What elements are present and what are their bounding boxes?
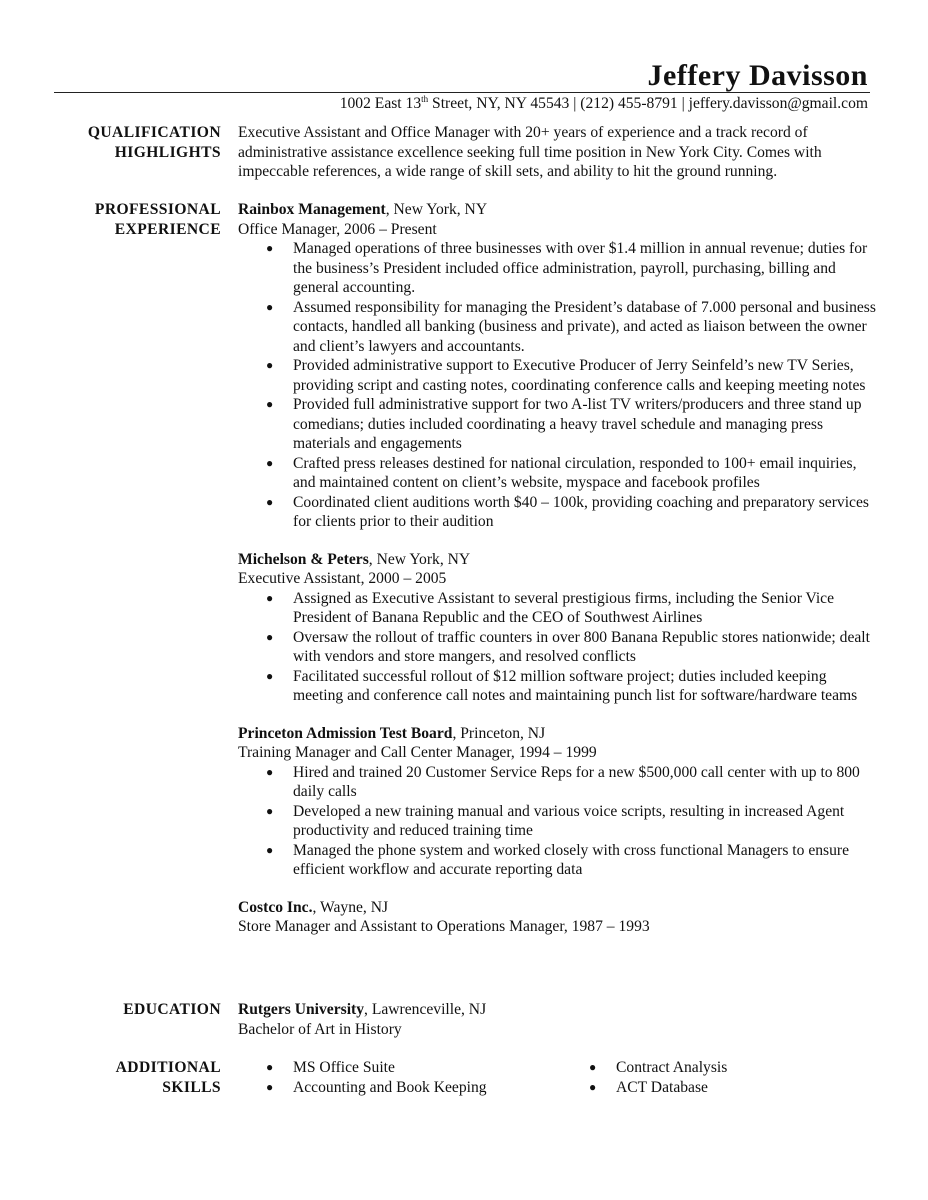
education-school-line bbox=[238, 1000, 878, 1020]
job-entry bbox=[238, 200, 878, 532]
job-bullet: ● Facilitated successful rollout of $12 million software project; duties included keeping meeting and conference call notes and maintaining punch list for software/hardware teams bbox=[266, 667, 858, 704]
job-bullet: ● Assumed responsibility for managing the President’s database of 7.000 personal and business contacts, handled all banking (business and private), and acted as liaison between the owner and client’s lawyers and accountants. bbox=[266, 298, 876, 355]
job-title: Training Manager and Call Center Manager, 1994 – 1999 bbox=[238, 744, 597, 761]
bullet-icon: ● bbox=[589, 1079, 597, 1094]
job-bullet: ● Hired and trained 20 Customer Service Reps for a new $500,000 call center with up to 800 daily calls bbox=[266, 763, 860, 800]
job-bullets bbox=[238, 239, 878, 532]
address-ordinal: th bbox=[421, 94, 429, 104]
bullet-icon: ● bbox=[266, 397, 274, 411]
job-bullet: ● Crafted press releases destined for national circulation, responded to 100+ email inquiries, and maintained content on client’s website, myspace and facebook profiles bbox=[266, 454, 857, 491]
bullet-icon: ● bbox=[266, 1079, 274, 1094]
job-company: Rainbox Management bbox=[238, 201, 386, 218]
bullet-icon: ● bbox=[266, 590, 274, 605]
job-bullet: ● Provided administrative support to Executive Producer of Jerry Seinfeld’s new TV Series, providing script and casting notes, coordinating conference calls and keeping meeting notes bbox=[266, 357, 866, 394]
job-bullets bbox=[238, 763, 878, 880]
education-label: EDUCATION bbox=[123, 1001, 221, 1018]
job-bullet: ● Developed a new training manual and various voice scripts, resulting in increased Agent productivity and reduced training time bbox=[266, 802, 845, 839]
job-location: , New York, NY bbox=[368, 550, 471, 568]
skills-list-right bbox=[561, 1058, 861, 1097]
job-bullet: ● Coordinated client auditions worth $40 – 100k, providing coaching and preparatory services for clients prior to their audition bbox=[266, 493, 869, 530]
bullet-icon: ● bbox=[266, 842, 274, 857]
job-title: Store Manager and Assistant to Operations Manager, 1987 – 1993 bbox=[238, 918, 650, 935]
job-entry bbox=[238, 724, 878, 880]
job-header bbox=[238, 550, 878, 570]
bullet-icon: ● bbox=[589, 1060, 597, 1074]
job-header bbox=[238, 724, 878, 744]
job-company: Princeton Admission Test Board bbox=[238, 724, 453, 742]
job-bullet: ● Assigned as Executive Assistant to several prestigious firms, including the Senior Vice President of Banana Republic and the CEO of Southwest Airlines bbox=[266, 589, 834, 626]
skill-item: ● Accounting and Book Keeping bbox=[266, 1078, 487, 1096]
skills-list-left bbox=[238, 1058, 558, 1097]
bullet-icon: ● bbox=[266, 668, 274, 683]
skill-item: ● MS Office Suite bbox=[266, 1059, 395, 1076]
qualifications-text: Executive Assistant and Office Manager with 20+ years of experience and a track record of administrative assistance excellence seeking full time position in New York City. Comes with impeccable references, a wide range of skill sets, and ability to hit the ground running. bbox=[238, 124, 822, 180]
job-header bbox=[238, 898, 878, 918]
job-company: Costco Inc. bbox=[238, 898, 313, 916]
job-entry bbox=[238, 550, 878, 706]
job-bullet: ● Managed the phone system and worked closely with cross functional Managers to ensure efficient workflow and accurate reporting data bbox=[266, 841, 850, 878]
education-school: Rutgers University bbox=[238, 1001, 365, 1018]
qualifications-label: QUALIFICATION HIGHLIGHTS bbox=[87, 124, 221, 161]
bullet-icon: ● bbox=[266, 494, 274, 509]
qualifications-body bbox=[238, 123, 878, 182]
contact-line bbox=[340, 94, 868, 114]
skills-body bbox=[238, 1058, 878, 1098]
bullet-icon: ● bbox=[266, 358, 274, 372]
experience-body bbox=[238, 200, 878, 955]
job-location: , Princeton, NJ bbox=[452, 724, 546, 742]
job-title: Executive Assistant, 2000 – 2005 bbox=[238, 570, 447, 587]
skills-label: ADDITIONAL SKILLS bbox=[115, 1059, 221, 1096]
header-divider bbox=[54, 92, 870, 93]
bullet-icon: ● bbox=[266, 1060, 274, 1074]
job-company: Michelson & Peters bbox=[238, 550, 369, 568]
job-bullet: ● Managed operations of three businesses with over $1.4 million in annual revenue; duties for the business’s President included office administration, payroll, purchasing, billing and general accounting. bbox=[266, 240, 868, 296]
bullet-icon: ● bbox=[266, 764, 274, 779]
job-bullets bbox=[238, 589, 878, 706]
skill-item: ● ACT Database bbox=[589, 1078, 708, 1096]
applicant-name: Jeffery Davisson bbox=[647, 59, 868, 92]
bullet-icon: ● bbox=[266, 455, 274, 470]
address-rest: Street, NY, NY 45543 | (212) 455-8791 | jeffery.davisson@gmail.com bbox=[428, 95, 868, 112]
bullet-icon: ● bbox=[266, 299, 274, 314]
bullet-icon: ● bbox=[266, 629, 274, 644]
education-body bbox=[238, 1000, 878, 1039]
skills-columns bbox=[238, 1058, 878, 1098]
job-bullet: ● Provided full administrative support for two A-list TV writers/producers and three stand up comedians; duties included coordinating a heavy travel schedule and managing press materials and engagements bbox=[266, 396, 862, 452]
job-location: , New York, NY bbox=[385, 201, 488, 218]
job-title: Office Manager, 2006 – Present bbox=[238, 220, 437, 238]
address-street: 1002 East 13 bbox=[339, 95, 422, 112]
job-entry bbox=[238, 898, 878, 937]
experience-label: PROFESSIONAL EXPERIENCE bbox=[94, 201, 221, 238]
education-location: , Lawrenceville, NJ bbox=[364, 1001, 487, 1018]
job-location: , Wayne, NJ bbox=[312, 898, 389, 916]
bullet-icon: ● bbox=[266, 803, 274, 818]
job-bullet: ● Oversaw the rollout of traffic counters in over 800 Banana Republic stores nationwide; dealt with vendors and store mangers, and resolved conflicts bbox=[266, 628, 870, 665]
job-header bbox=[238, 200, 878, 220]
education-degree: Bachelor of Art in History bbox=[238, 1020, 402, 1038]
skill-item: ● Contract Analysis bbox=[589, 1059, 728, 1076]
bullet-icon: ● bbox=[266, 241, 274, 255]
